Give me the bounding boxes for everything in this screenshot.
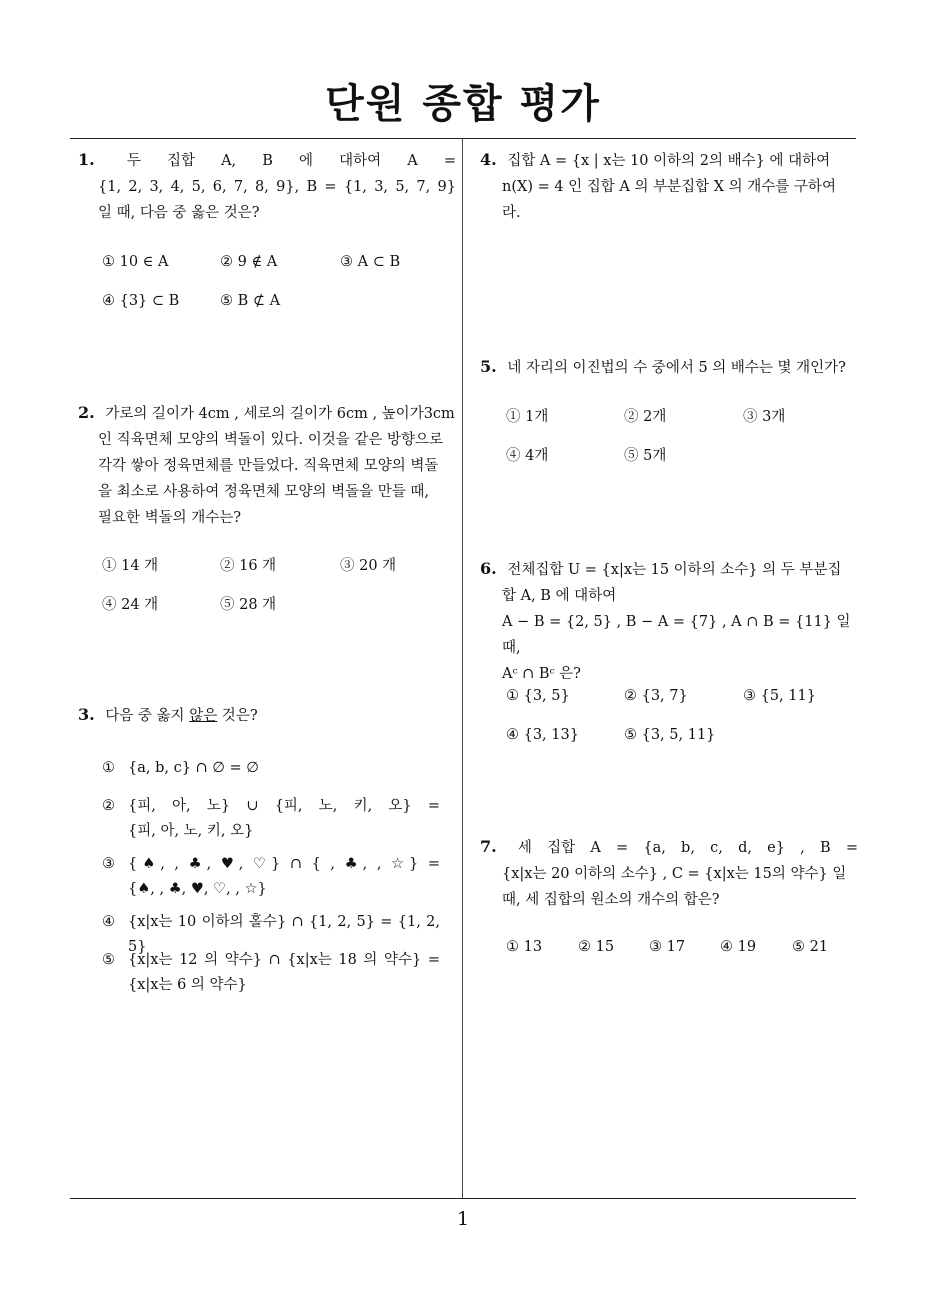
question-number: 2. — [78, 403, 95, 422]
choice-mark: ① — [102, 760, 115, 776]
question-5 — [480, 354, 858, 381]
question-6-line-1 — [480, 556, 858, 583]
stem-line-3: 각각 쌓아 정육면체를 만들었다. 직육면체 모양의 벽돌 — [98, 458, 439, 474]
page-title: 단원 종합 평가 — [325, 81, 601, 127]
choice-text: {♠, , ♣, ♥, ♡} ∩ { , ♣, , ☆} = — [128, 856, 440, 872]
question-1-choices — [102, 252, 462, 312]
stem-line-2: {1, 2, 3, 4, 5, 6, 7, 8, 9}, B = {1, 3, 5, 7, 9} — [98, 179, 456, 195]
choice-1[interactable]: ① 1개 — [506, 409, 549, 425]
stem-line-4: Aᶜ ∩ Bᶜ 은? — [502, 666, 581, 682]
choice-2[interactable]: ② 9 ∉ A — [220, 254, 278, 270]
stem-after: 것은? — [217, 708, 258, 724]
question-7 — [480, 834, 858, 913]
choice-mark: ④ — [102, 914, 115, 930]
stem-line: 네 자리의 이진법의 수 중에서 5 의 배수는 몇 개인가? — [507, 360, 846, 376]
stem-line-2: 합 A, B 에 대하여 — [502, 588, 617, 604]
choice-5[interactable]: ⑤ B ⊄ A — [220, 293, 281, 309]
stem-line: 전체집합 U = {x|x는 15 이하의 소수} 의 두 부분집 — [507, 562, 842, 578]
stem-line: 집합 A = {x | x는 10 이하의 2의 배수} 에 대하여 — [507, 153, 831, 169]
choice-4[interactable]: ④ {3, 13} — [506, 727, 579, 743]
choice-5[interactable]: ⑤ 21 — [792, 939, 829, 955]
question-5-choices — [506, 407, 856, 467]
stem-line-4: 을 최소로 사용하여 정육면체 모양의 벽돌을 만들 때, — [98, 484, 430, 500]
choice-text: {a, b, c} ∩ ∅ = ∅ — [128, 760, 259, 776]
stem-line-2: 인 직육면체 모양의 벽돌이 있다. 이것을 같은 방향으로 — [98, 432, 444, 448]
choice-2[interactable]: ② 15 — [578, 939, 615, 955]
stem-line-3: 때, 세 집합의 원소의 개수의 합은? — [502, 892, 720, 908]
choice-text: {피, 아, 노} ∪ {피, 노, 키, 오} = — [128, 798, 440, 814]
choice-3[interactable]: ③ {5, 11} — [743, 688, 816, 704]
stem-line-3: 일 때, 다음 중 옳은 것은? — [98, 205, 260, 221]
choice-5[interactable]: ⑤ {3, 5, 11} — [624, 727, 716, 743]
choice-text: {x|x는 10 이하의 홀수} ∩ {1, 2, 5} = {1, 2, 5} — [128, 914, 440, 955]
choice-3[interactable]: ③ 20 개 — [340, 558, 397, 574]
choice-mark: ⑤ — [102, 952, 115, 968]
choice-text-2: {피, 아, 노, 키, 오} — [128, 823, 254, 839]
stem-line-3: A − B = {2, 5} , B − A = {7} , A ∩ B = {11} 일 때, — [502, 614, 851, 656]
choice-5[interactable]: ⑤ 5개 — [624, 448, 667, 464]
choice-4[interactable]: ④ 4개 — [506, 448, 549, 464]
choice-5[interactable] — [102, 948, 440, 998]
question-2 — [78, 400, 456, 531]
question-6 — [480, 556, 858, 687]
stem-line-3: 라. — [502, 205, 521, 221]
question-number: 3. — [78, 705, 95, 724]
top-rule — [70, 138, 856, 139]
question-7-line-1 — [480, 834, 858, 861]
stem-line-5: 필요한 벽돌의 개수는? — [98, 510, 242, 526]
choice-text-2: {x|x는 6 의 약수} — [128, 977, 247, 993]
question-number: 7. — [480, 837, 497, 856]
question-6-choices — [506, 686, 856, 746]
question-number: 1. — [78, 150, 95, 169]
stem-line: 세 집합 A = {a, b, c, d, e} , B = — [517, 840, 858, 856]
question-number: 4. — [480, 150, 497, 169]
question-number: 6. — [480, 559, 497, 578]
stem-before: 다음 중 옳지 — [105, 708, 190, 724]
choice-1[interactable]: ① 14 개 — [102, 558, 159, 574]
choice-3[interactable]: ③ 17 — [649, 939, 686, 955]
choice-1[interactable] — [102, 756, 440, 781]
choice-4[interactable]: ④ 24 개 — [102, 597, 159, 613]
choice-3[interactable]: ③ 3개 — [743, 409, 786, 425]
choice-mark: ③ — [102, 856, 115, 872]
question-4-line-1 — [480, 147, 858, 174]
choice-text-2: {♠, , ♣, ♥, ♡, , ☆} — [128, 881, 267, 897]
stem-line: 가로의 길이가 4cm , 세로의 길이가 6cm , 높이가3cm — [105, 406, 455, 422]
choice-4[interactable]: ④ {3} ⊂ B — [102, 293, 180, 309]
choice-2[interactable]: ② 2개 — [624, 409, 667, 425]
question-2-line-1 — [78, 400, 456, 427]
stem-line: 두 집합 A, B 에 대하여 A = — [126, 153, 457, 169]
choice-2[interactable] — [102, 794, 440, 844]
choice-5[interactable]: ⑤ 28 개 — [220, 597, 277, 613]
choice-1[interactable]: ① {3, 5} — [506, 688, 570, 704]
question-number: 5. — [480, 357, 497, 376]
stem-underlined: 않은 — [189, 708, 218, 724]
choice-3[interactable]: ③ A ⊂ B — [340, 254, 401, 270]
question-1 — [78, 147, 456, 226]
choice-1[interactable]: ① 13 — [506, 939, 543, 955]
bottom-rule — [70, 1198, 856, 1199]
column-divider — [462, 139, 463, 1199]
question-1-stem — [78, 147, 456, 174]
question-4 — [480, 147, 858, 226]
question-7-choices — [506, 937, 856, 961]
choice-4[interactable]: ④ 19 — [720, 939, 757, 955]
choice-text: {x|x는 12 의 약수} ∩ {x|x는 18 의 약수} = — [128, 952, 440, 968]
choice-2[interactable]: ② 16 개 — [220, 558, 277, 574]
choice-3[interactable] — [102, 852, 440, 902]
stem-line-2: n(X) = 4 인 집합 A 의 부분집합 X 의 개수를 구하여 — [502, 179, 836, 195]
choice-2[interactable]: ② {3, 7} — [624, 688, 688, 704]
question-3 — [78, 702, 456, 729]
question-2-choices — [102, 556, 462, 616]
page-number: 1 — [456, 1208, 470, 1230]
stem-line-2: {x|x는 20 이하의 소수} , C = {x|x는 15의 약수} 일 — [502, 866, 847, 882]
choice-1[interactable]: ① 10 ∈ A — [102, 254, 169, 270]
choice-mark: ② — [102, 798, 115, 814]
